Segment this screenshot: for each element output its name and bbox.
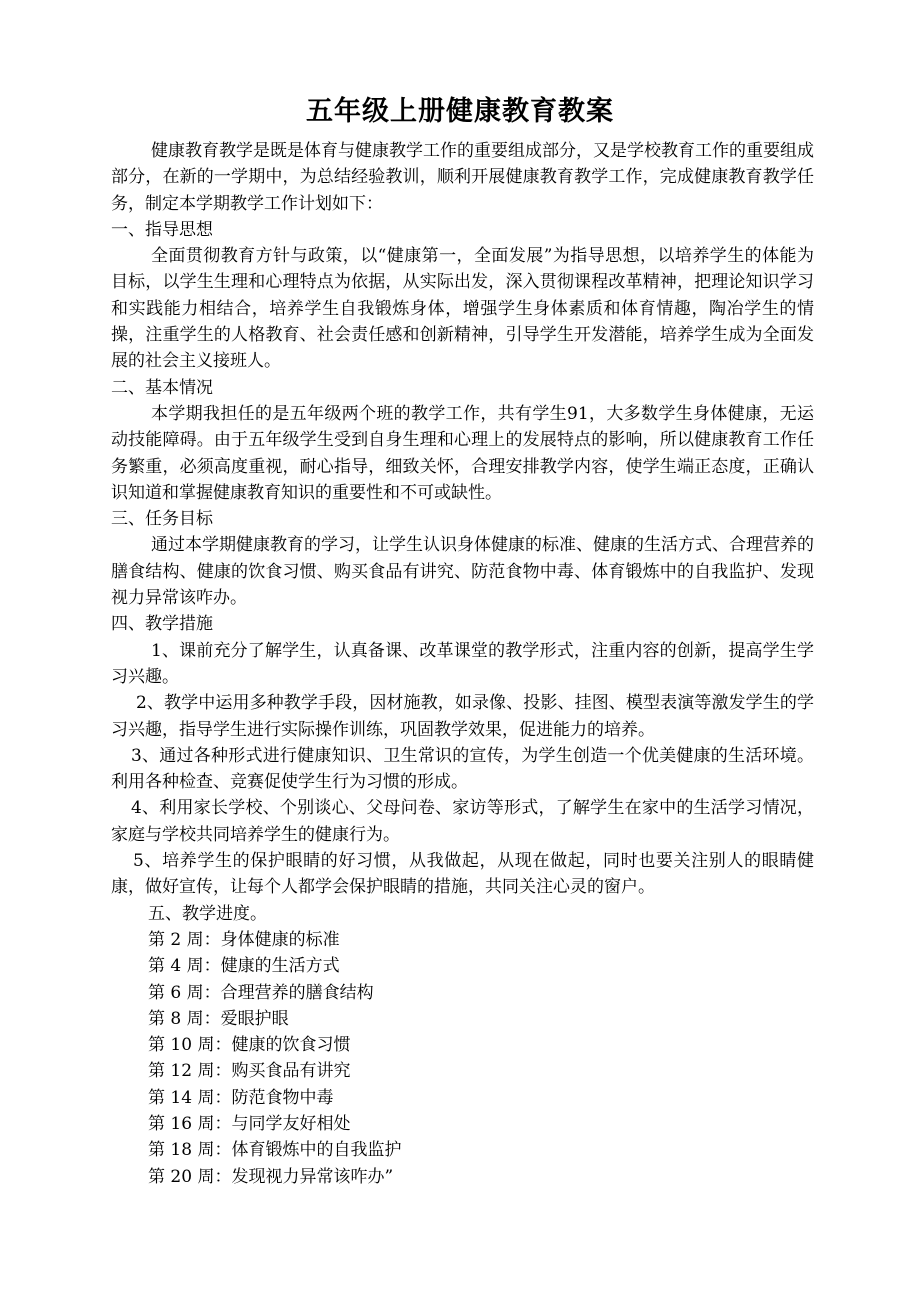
section-heading: 四、教学措施 [111, 614, 213, 635]
document-body [111, 138, 814, 1190]
schedule-item: 第 8 周：爱眼护眼 [148, 1008, 289, 1029]
schedule-item: 第 18 周：体育锻炼中的自我监护 [148, 1140, 402, 1161]
document-title: 五年级上册健康教育教案 [306, 96, 614, 127]
schedule-list [111, 927, 814, 1190]
schedule-item: 第 20 周：发现视力异常该咋办” [148, 1166, 394, 1187]
measure-item: 4、利用家长学校、个别谈心、父母问卷、家访等形式，了解学生在家中的生活学习情况，家庭与学校共同培养学生的健康行为。 [111, 798, 814, 845]
section-paragraph: 通过本学期健康教育的学习，让学生认识身体健康的标准、健康的生活方式、合理营养的膳食结构、健康的饮食习惯、购买食品有讲究、防范食物中毒、体育锻炼中的自我监护、发现视力异常该咋办。 [111, 535, 814, 609]
section-heading: 三、任务目标 [111, 509, 213, 530]
schedule-item: 第 6 周：合理营养的膳食结构 [148, 982, 374, 1003]
measure-item: 1、课前充分了解学生，认真备课、改革课堂的教学形式，注重内容的创新，提高学生学习兴趣。 [111, 640, 814, 687]
section-heading: 一、指导思想 [111, 219, 213, 240]
schedule-item: 第 12 周：购买食品有讲究 [148, 1061, 351, 1082]
section-heading: 二、基本情况 [111, 377, 213, 398]
section-heading: 五、教学进度。 [148, 903, 267, 924]
schedule-item: 第 4 周：健康的生活方式 [148, 956, 340, 977]
schedule-item: 第 10 周：健康的饮食习惯 [148, 1035, 351, 1056]
section-paragraph: 本学期我担任的是五年级两个班的教学工作，共有学生91，大多数学生身体健康，无运动技能障碍。由于五年级学生受到自身生理和心理上的发展特点的影响，所以健康教育工作任务繁重，必须高度重视，耐心指导，细致关怀，合理安排教学内容，使学生端正态度，正确认识知道和掌握健康教育知识的重要性和不可或缺性。 [111, 403, 814, 503]
measure-item: 2、教学中运用多种教学手段，因材施教，如录像、投影、挂图、模型表演等激发学生的学习兴趣，指导学生进行实际操作训练，巩固教学效果，促进能力的培养。 [111, 693, 814, 740]
measure-item: 5、培养学生的保护眼睛的好习惯，从我做起，从现在做起，同时也要关注别人的眼睛健康，做好宣传，让每个人都学会保护眼睛的措施，共同关注心灵的窗户。 [111, 851, 814, 898]
schedule-item: 第 16 周：与同学友好相处 [148, 1113, 351, 1134]
measure-item: 3、通过各种形式进行健康知识、卫生常识的宣传，为学生创造一个优美健康的生活环境。利用各种检查、竞赛促使学生行为习惯的形成。 [111, 745, 814, 793]
schedule-item: 第 2 周：身体健康的标准 [148, 929, 340, 950]
section-paragraph: 全面贯彻教育方针与政策，以“健康第一，全面发展”为指导思想，以培养学生的体能为目标，以学生生理和心理特点为依据，从实际出发，深入贯彻课程改革精神，把理论知识学习和实践能力相结合，培养学生自我锻炼身体，增强学生身体素质和体育情趣，陶冶学生的情操，注重学生的人格教育、社会责任感和创新精神，引导学生开发潜能，培养学生成为全面发展的社会主义接班人。 [111, 246, 814, 372]
intro-paragraph: 健康教育教学是既是体育与健康教学工作的重要组成部分，又是学校教育工作的重要组成部分，在新的一学期中，为总结经验教训，顺利开展健康教育教学工作，完成健康教育教学任务，制定本学期教学工作计划如下： [111, 141, 814, 214]
schedule-item: 第 14 周：防范食物中毒 [148, 1087, 334, 1108]
